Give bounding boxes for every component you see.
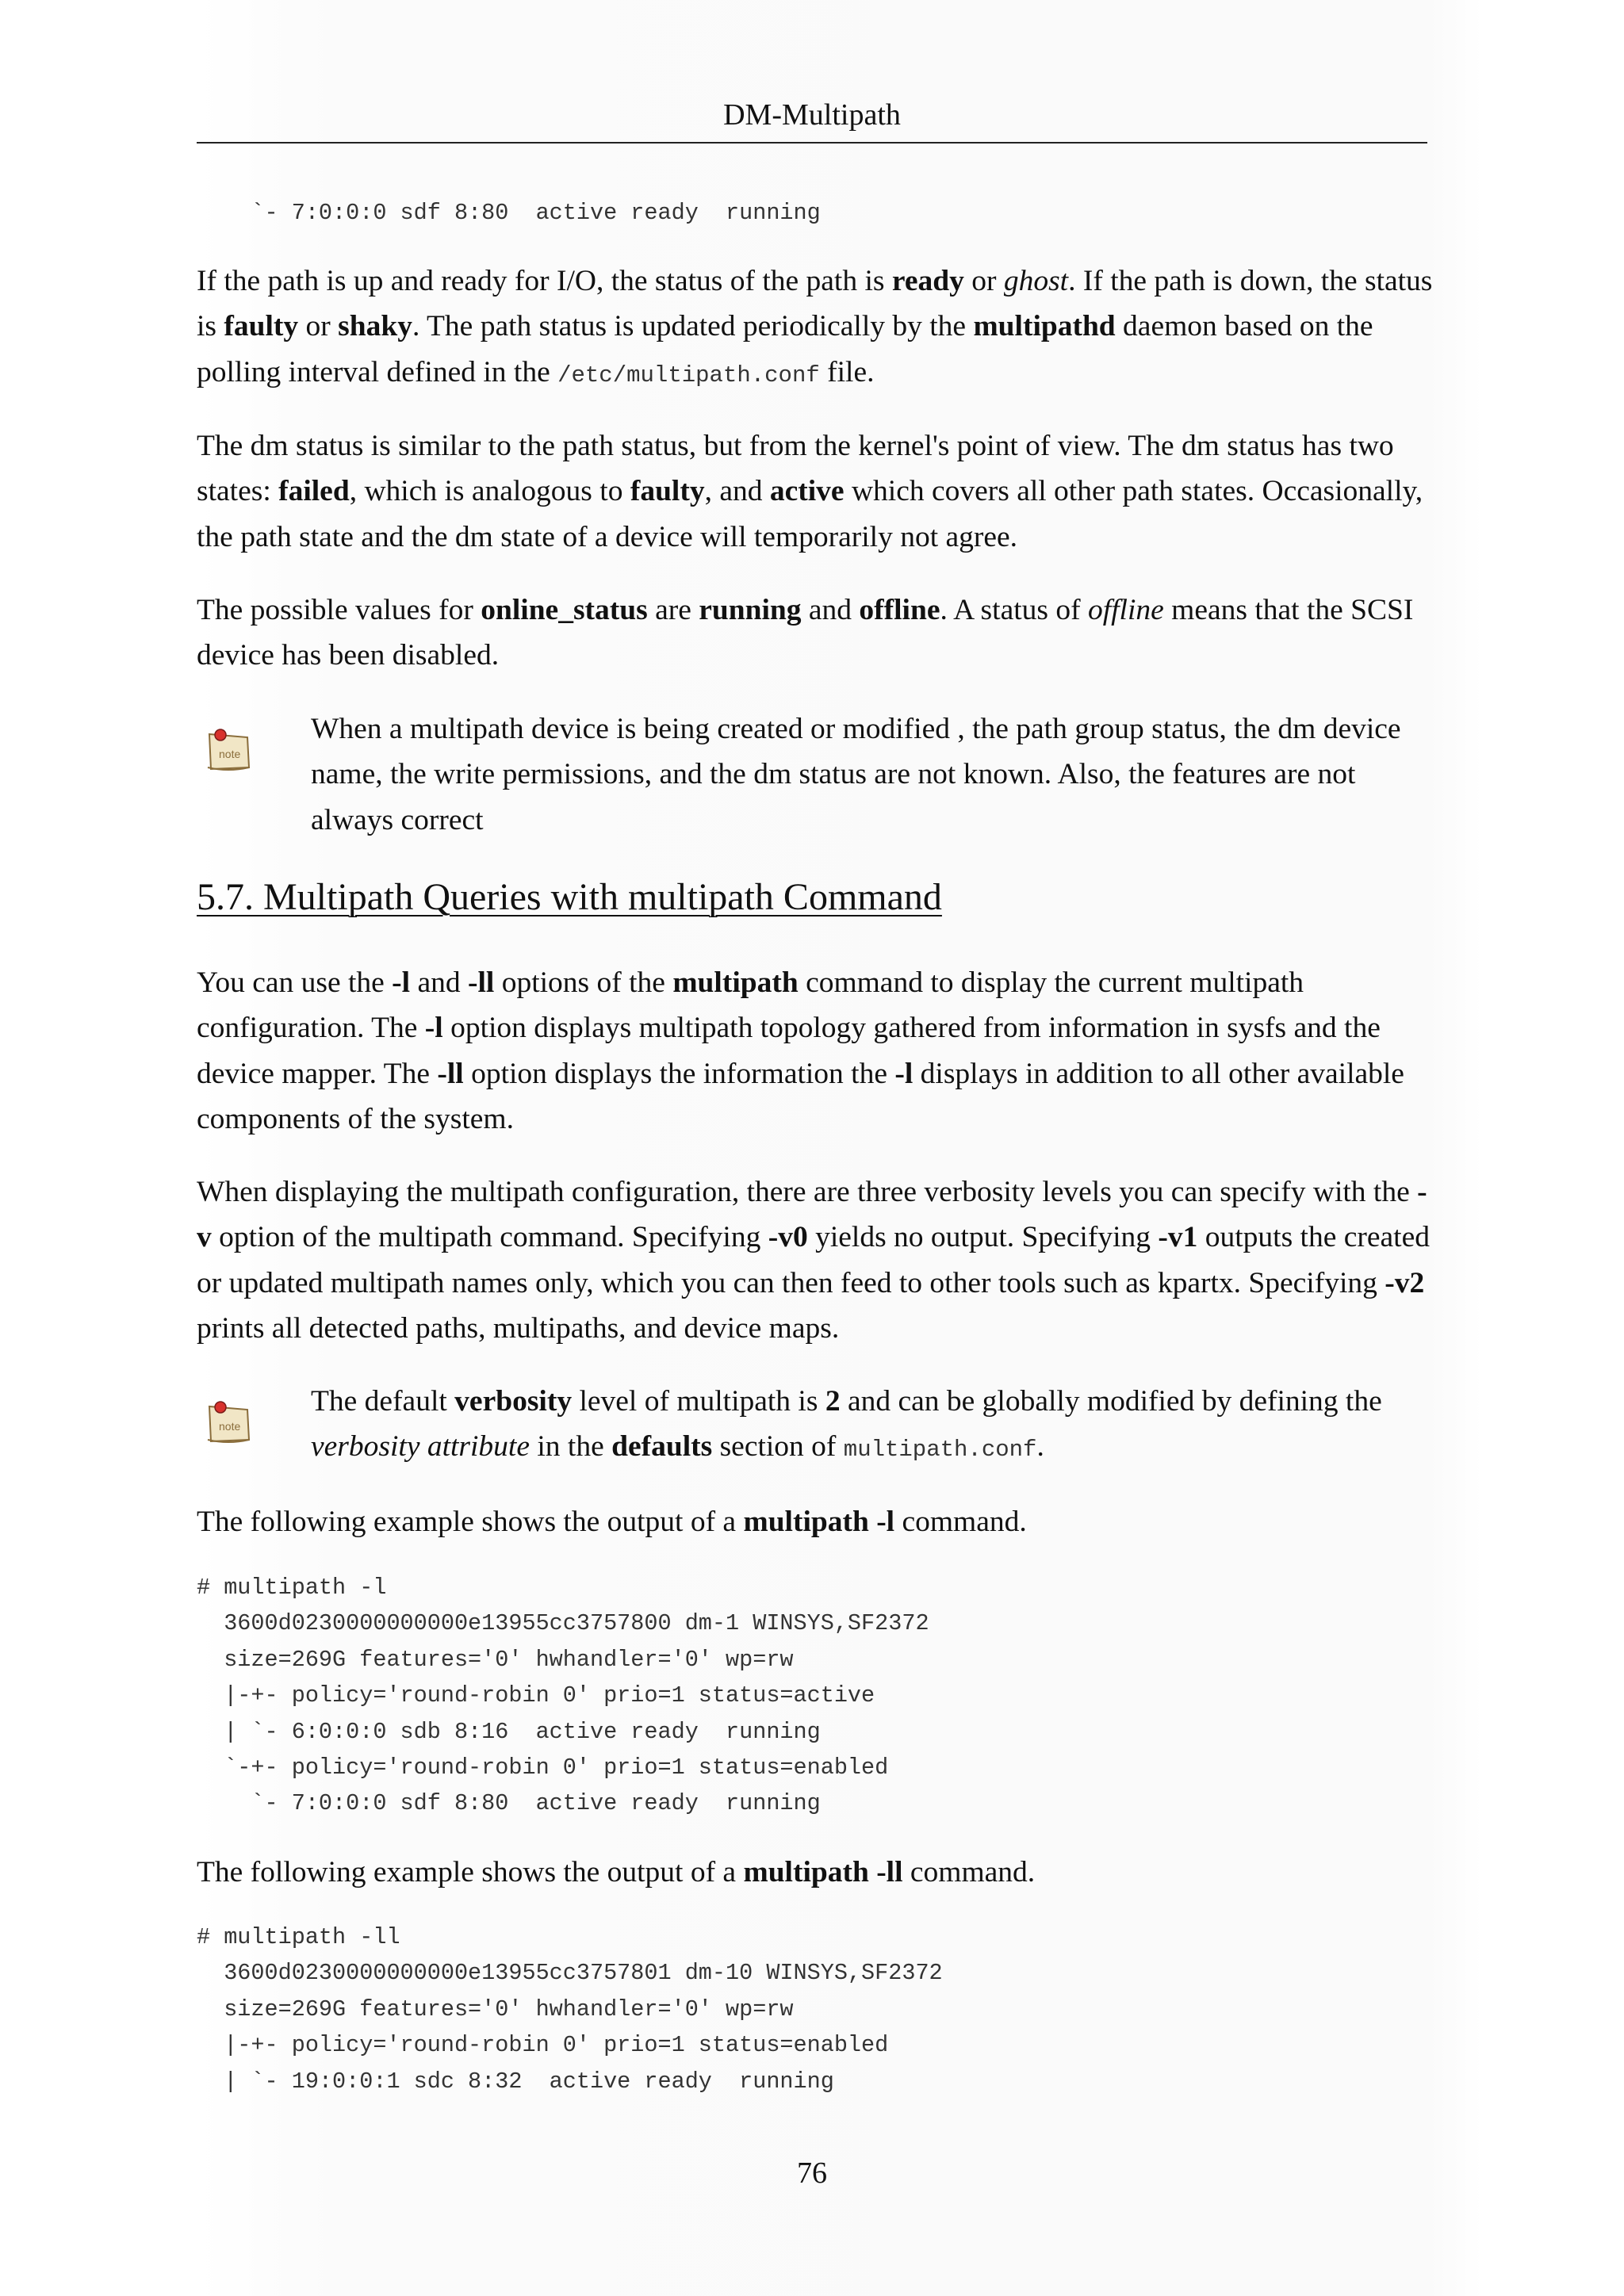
text: If the path is up and ready for I/O, the status of the path is (197, 265, 892, 297)
code-line: `-+- policy='round-robin 0' prio=1 status=enabled (197, 1755, 889, 1781)
code-line: # multipath -l (197, 1575, 387, 1601)
term-running: running (699, 594, 802, 626)
text: option displays multipath topology gathered from information in sysfs and the device mapper. The (197, 1012, 1381, 1090)
text: The dm status is similar to the path status, but from the kernel's point of view. The dm status has two states: (197, 430, 1394, 508)
text: The possible values for (197, 594, 481, 626)
term-failed: failed (278, 475, 350, 508)
inline-code-conf-path: /etc/multipath.conf (557, 362, 820, 388)
text: options of the (494, 966, 673, 999)
text: file. (819, 355, 875, 388)
code-line: |-+- policy='round-robin 0' prio=1 status=active (197, 1682, 875, 1709)
term-faulty: faulty (630, 475, 705, 508)
paragraph-example-ll (197, 1850, 1434, 1895)
code-line: `- 7:0:0:0 sdf 8:80 active ready running (197, 1790, 821, 1817)
text: . (1036, 1430, 1044, 1464)
code-line: | `- 6:0:0:0 sdb 8:16 active ready running (197, 1718, 821, 1745)
code-line: size=269G features='0' hwhandler='0' wp=rw (197, 1646, 794, 1673)
term-multipathd: multipathd (973, 310, 1116, 343)
code-block-multipath-l (197, 1570, 929, 1822)
paragraph-verbosity (197, 1169, 1434, 1351)
paragraph-path-status (197, 258, 1434, 398)
term-v1: -v1 (1158, 1221, 1198, 1254)
paragraph-l-ll-options (197, 960, 1434, 1142)
term-shaky: shaky (338, 310, 412, 343)
term-offline: offline (859, 594, 940, 626)
code-line: 3600d0230000000000e13955cc3757801 dm-10 WINSYS,SF2372 (197, 1960, 943, 1987)
term-v2: -v2 (1385, 1266, 1425, 1299)
text: , which is analogous to (349, 475, 630, 508)
term-l: -l (894, 1057, 914, 1090)
text: command. (902, 1856, 1036, 1888)
section-title: 5.7. Multipath Queries with multipath Command (197, 876, 942, 918)
text: The following example shows the output of a (197, 1856, 744, 1888)
page-number: 76 (797, 2156, 827, 2190)
text: section of (712, 1430, 844, 1464)
text: . A status of (940, 594, 1088, 626)
text: outputs the created or updated multipath names only, which you can then feed to other tools such as kpartx. Specifying (197, 1221, 1430, 1299)
text: prints all detected paths, multipaths, and device maps. (197, 1311, 840, 1345)
term-defaults: defaults (611, 1430, 713, 1464)
note-text: When a multipath device is being created or modified , the path group status, the dm device name, the write permissions, and the dm status are not known. Also, the features are not always correct (311, 713, 1401, 836)
text: , and (704, 475, 770, 508)
text: and (801, 594, 860, 626)
term-offline-italic: offline (1087, 594, 1164, 626)
term-multipath-l: multipath -l (743, 1506, 895, 1538)
term-ghost: ghost (1003, 265, 1069, 297)
text: level of multipath is (572, 1385, 825, 1418)
term-online-status: online_status (481, 594, 648, 626)
term-l: -l (392, 966, 411, 999)
paragraph-example-l (197, 1499, 1434, 1544)
text: The default (311, 1385, 455, 1418)
term-ll: -ll (437, 1057, 464, 1090)
code-line: | `- 19:0:0:1 sdc 8:32 active ready running (197, 2068, 834, 2095)
note-icon-graphic (205, 728, 254, 772)
text: in the (530, 1430, 612, 1464)
text: displays in addition to all other available components of the system. (197, 1057, 1404, 1135)
text: option of the multipath command. Specifying (211, 1221, 768, 1254)
paragraph-online-status (197, 587, 1434, 679)
term-v0: -v0 (768, 1221, 808, 1254)
term-2: 2 (825, 1385, 841, 1418)
text: yields no output. Specifying (807, 1221, 1159, 1254)
term-multipath: multipath (672, 966, 799, 999)
text: or (963, 265, 1004, 297)
text: option displays the information the (463, 1057, 895, 1090)
running-header: DM-Multipath (723, 98, 901, 132)
code-line: # multipath -ll (197, 1924, 400, 1950)
note-icon-label: note (219, 1420, 241, 1433)
note-icon (205, 728, 254, 772)
text: The following example shows the output of a (197, 1506, 744, 1538)
text: and (410, 966, 468, 999)
code-line: |-+- policy='round-robin 0' prio=1 status=enabled (197, 2032, 889, 2059)
text: You can use the (197, 966, 393, 999)
term-faulty: faulty (224, 310, 299, 343)
term-active: active (769, 475, 845, 508)
note-icon-label: note (219, 748, 241, 760)
text: and can be globally modified by defining the (840, 1385, 1382, 1418)
text: daemon based on the polling interval defined in the (197, 310, 1373, 388)
note-icon-graphic (205, 1400, 254, 1445)
note-text-verbosity (311, 1379, 1437, 1473)
code-block-multipath-ll (197, 1919, 943, 2099)
term-verbosity-attribute: verbosity attribute (311, 1430, 530, 1464)
text: are (647, 594, 699, 626)
text: means that the SCSI device has been disabled. (197, 594, 1414, 672)
code-line: size=269G features='0' hwhandler='0' wp=rw (197, 1996, 794, 2022)
text: command to display the current multipath configuration. The (197, 966, 1304, 1045)
text: . The path status is updated periodically by the (412, 310, 974, 343)
inline-code-multipath-conf: multipath.conf (843, 1437, 1037, 1464)
text: which covers all other path states. Occasionally, the path state and the dm state of a device will temporarily not agree. (197, 475, 1423, 553)
text: or (298, 310, 339, 343)
term-l: -l (424, 1012, 443, 1045)
code-line: 3600d0230000000000e13955cc3757800 dm-1 WINSYS,SF2372 (197, 1610, 929, 1637)
term-v: -v (197, 1176, 1427, 1254)
paragraph-dm-status (197, 423, 1434, 560)
text: When displaying the multipath configuration, there are three verbosity levels you can specify with the (197, 1176, 1418, 1208)
term-ready: ready (891, 265, 964, 297)
text: command. (894, 1506, 1027, 1538)
header-rule (197, 142, 1427, 144)
code-line: `- 7:0:0:0 sdf 8:80 active ready running (197, 200, 821, 226)
note-icon (205, 1400, 254, 1445)
code-continuation (197, 195, 821, 231)
term-ll: -ll (468, 966, 495, 999)
term-multipath-ll: multipath -ll (743, 1856, 903, 1888)
text: . If the path is down, the status is (197, 265, 1433, 343)
term-verbosity: verbosity (454, 1385, 573, 1418)
